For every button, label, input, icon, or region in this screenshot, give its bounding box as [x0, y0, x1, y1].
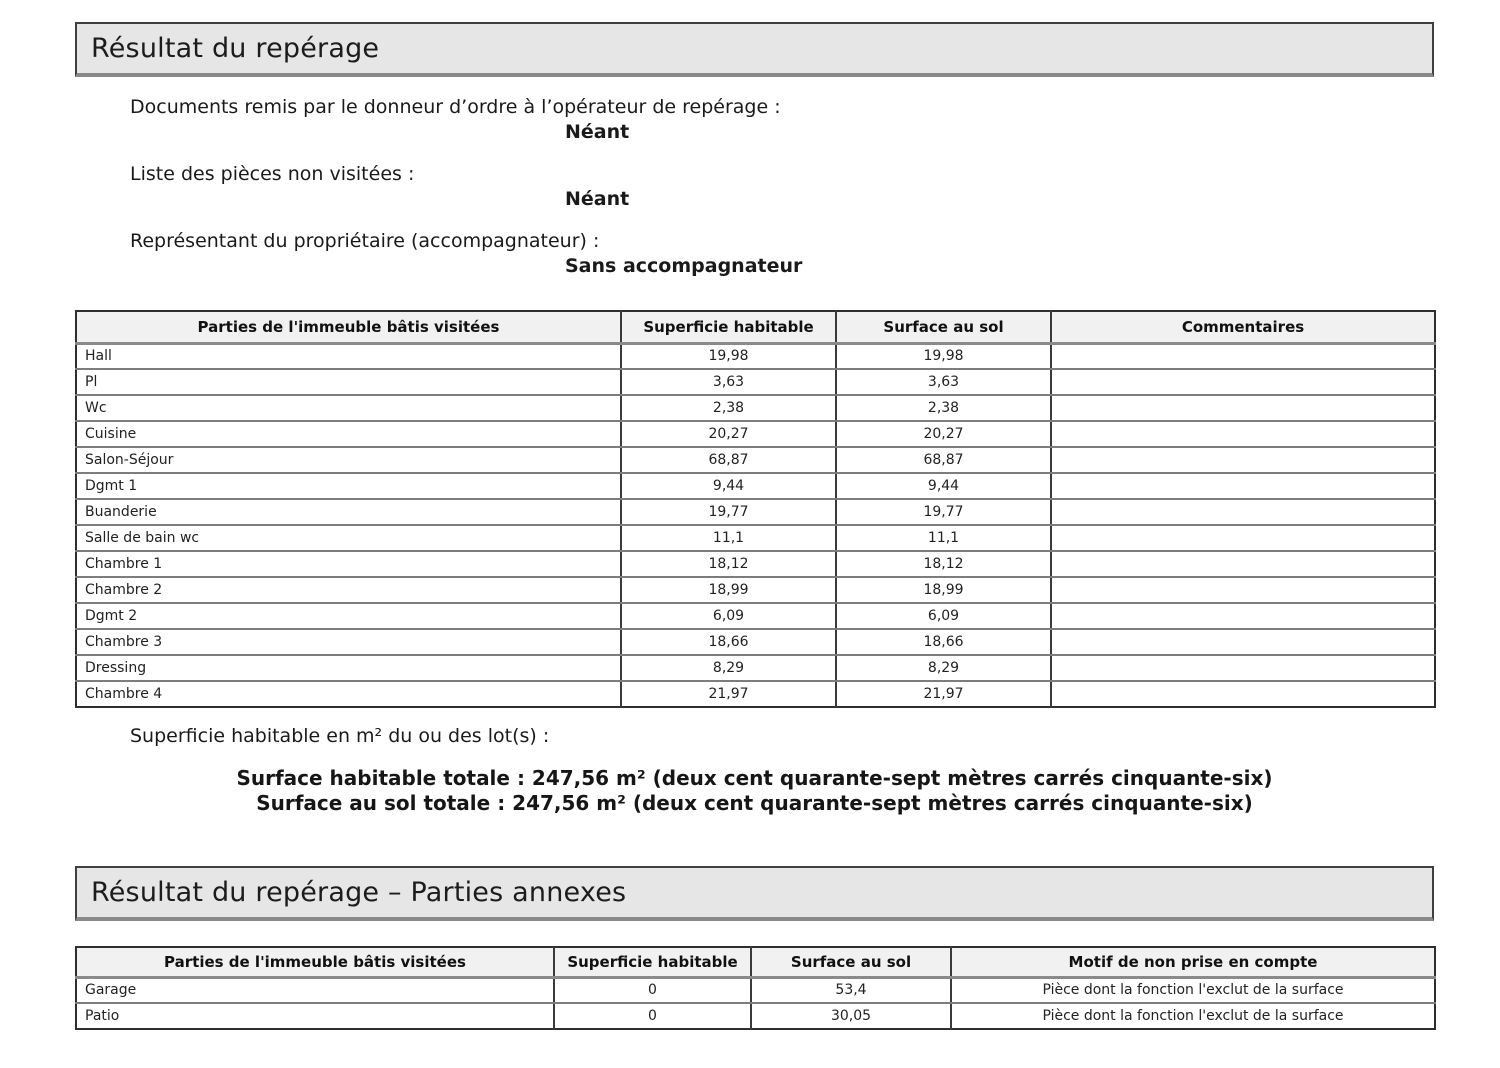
table-cell-name: Chambre 3: [76, 629, 621, 655]
table-cell-hab: 19,98: [621, 343, 836, 369]
table-cell-sol: 6,09: [836, 603, 1051, 629]
document-page: [0, 22, 1500, 1068]
table-cell-comment: [1051, 629, 1435, 655]
table-cell-hab: 68,87: [621, 447, 836, 473]
section1-header-banner: [75, 22, 1434, 77]
rooms-table: [75, 310, 1436, 708]
table-cell-comment: [1051, 473, 1435, 499]
table-cell-sol: 19,77: [836, 499, 1051, 525]
table-cell-comment: [1051, 603, 1435, 629]
table-cell-name: Chambre 1: [76, 551, 621, 577]
table-cell-sol: 9,44: [836, 473, 1051, 499]
table-row: [76, 629, 1435, 655]
table-row: [76, 343, 1435, 369]
table-row: [76, 473, 1435, 499]
annex-table-header-row: [76, 947, 1435, 977]
table-cell-comment: [1051, 447, 1435, 473]
column-header-parties: Parties de l'immeuble bâtis visitées: [76, 947, 554, 977]
field-list: [0, 96, 1500, 277]
pieces-non-visitees-value: Néant: [565, 188, 630, 210]
table-cell-hab: 9,44: [621, 473, 836, 499]
annex-parts-table: [75, 946, 1436, 1030]
table-cell-sol: 18,99: [836, 577, 1051, 603]
table-cell-sol: 53,4: [751, 977, 951, 1003]
table-row: [76, 603, 1435, 629]
table-cell-sol: 19,98: [836, 343, 1051, 369]
table-row: [76, 681, 1435, 707]
representant-value: Sans accompagnateur: [565, 255, 803, 277]
column-header-surface-sol: Surface au sol: [751, 947, 951, 977]
table-cell-comment: [1051, 551, 1435, 577]
table-cell-name: Salon-Séjour: [76, 447, 621, 473]
superficie-summary-label: Superficie habitable en m² du ou des lot(s) :: [130, 725, 550, 747]
table-cell-hab: 18,99: [621, 577, 836, 603]
table-cell-name: Dgmt 1: [76, 473, 621, 499]
table-cell-comment: [1051, 681, 1435, 707]
table-cell-comment: [1051, 525, 1435, 551]
table-cell-hab: 2,38: [621, 395, 836, 421]
table-cell-hab: 3,63: [621, 369, 836, 395]
table-cell-name: Pl: [76, 369, 621, 395]
column-header-commentaires: Commentaires: [1051, 311, 1435, 343]
column-header-superficie: Superficie habitable: [621, 311, 836, 343]
table-cell-name: Chambre 4: [85, 686, 163, 702]
column-header-superficie: Superficie habitable: [554, 947, 751, 977]
table-row: [76, 577, 1435, 603]
table-cell-sol: 8,29: [836, 655, 1051, 681]
table-cell-name: Chambre 2: [76, 577, 621, 603]
table-cell-comment: [1051, 499, 1435, 525]
table-row: [76, 551, 1435, 577]
table-cell-sol: 20,27: [836, 421, 1051, 447]
table-cell-name: Dressing: [76, 655, 621, 681]
table-cell-name: Dgmt 2: [76, 603, 621, 629]
table-cell-sol: 68,87: [836, 447, 1051, 473]
table-cell-hab: 11,1: [621, 525, 836, 551]
table-cell-comment: [1051, 343, 1435, 369]
table-cell-sol: 18,12: [836, 551, 1051, 577]
table-row: [76, 395, 1435, 421]
table-cell-name: Hall: [76, 343, 621, 369]
column-header-surface-sol: Surface au sol: [836, 311, 1051, 343]
table-cell-name: Wc: [76, 395, 621, 421]
table-row: [76, 369, 1435, 395]
table-cell-hab: 21,97: [621, 681, 836, 707]
table-cell-name: Garage: [76, 977, 554, 1003]
table-cell-comment: [1051, 655, 1435, 681]
table-cell-sol: 3,63: [836, 369, 1051, 395]
table-cell-sol: 2,38: [836, 395, 1051, 421]
table-cell-motif: Pièce dont la fonction l'exclut de la surface: [951, 1003, 1435, 1029]
table-cell-comment: [1051, 369, 1435, 395]
pieces-non-visitees-label: Liste des pièces non visitées :: [130, 163, 415, 185]
table-cell-sol: 21,97: [836, 681, 1051, 707]
table-cell-hab: 6,09: [621, 603, 836, 629]
table-cell-sol: 18,66: [836, 629, 1051, 655]
table-cell-hab: 8,29: [621, 655, 836, 681]
table-cell-hab: 0: [554, 977, 751, 1003]
section2-header-banner: [75, 866, 1434, 921]
section2-title: Résultat du repérage – Parties annexes: [91, 877, 627, 908]
table-row: [76, 447, 1435, 473]
section1-title: Résultat du repérage: [91, 33, 380, 64]
table-cell-hab: 20,27: [621, 421, 836, 447]
table-cell-comment: [1051, 395, 1435, 421]
table-cell-name: Salle de bain wc: [76, 525, 621, 551]
table-row: [76, 655, 1435, 681]
table-cell-hab: 18,12: [621, 551, 836, 577]
table-cell-hab: 19,77: [621, 499, 836, 525]
table-row: [76, 421, 1435, 447]
total-surface-habitable: Surface habitable totale : 247,56 m² (deux cent quarante-sept mètres carrés cinquante-six): [236, 766, 1273, 790]
rooms-table-header-row: [76, 311, 1435, 343]
representant-label: Représentant du propriétaire (accompagnateur) :: [130, 230, 600, 252]
table-cell-hab: 0: [554, 1003, 751, 1029]
table-cell-sol: 30,05: [751, 1003, 951, 1029]
column-header-parties: Parties de l'immeuble bâtis visitées: [76, 311, 621, 343]
documents-remis-label: Documents remis par le donneur d’ordre à l’opérateur de repérage :: [130, 96, 781, 118]
table-cell-name: Patio: [85, 1008, 120, 1024]
table-row: [76, 1003, 1435, 1029]
total-surface-sol: Surface au sol totale : 247,56 m² (deux cent quarante-sept mètres carrés cinquante-six): [256, 791, 1253, 815]
table-cell-sol: 11,1: [836, 525, 1051, 551]
table-cell-name: Buanderie: [76, 499, 621, 525]
table-cell-comment: [1051, 421, 1435, 447]
column-header-motif: Motif de non prise en compte: [951, 947, 1435, 977]
table-row: [76, 499, 1435, 525]
table-row: [76, 977, 1435, 1003]
totals-block: [75, 766, 1434, 816]
table-cell-comment: [1051, 577, 1435, 603]
table-cell-motif: Pièce dont la fonction l'exclut de la surface: [951, 977, 1435, 1003]
table-row: [76, 525, 1435, 551]
table-cell-hab: 18,66: [621, 629, 836, 655]
table-cell-name: Cuisine: [76, 421, 621, 447]
documents-remis-value: Néant: [565, 121, 630, 143]
